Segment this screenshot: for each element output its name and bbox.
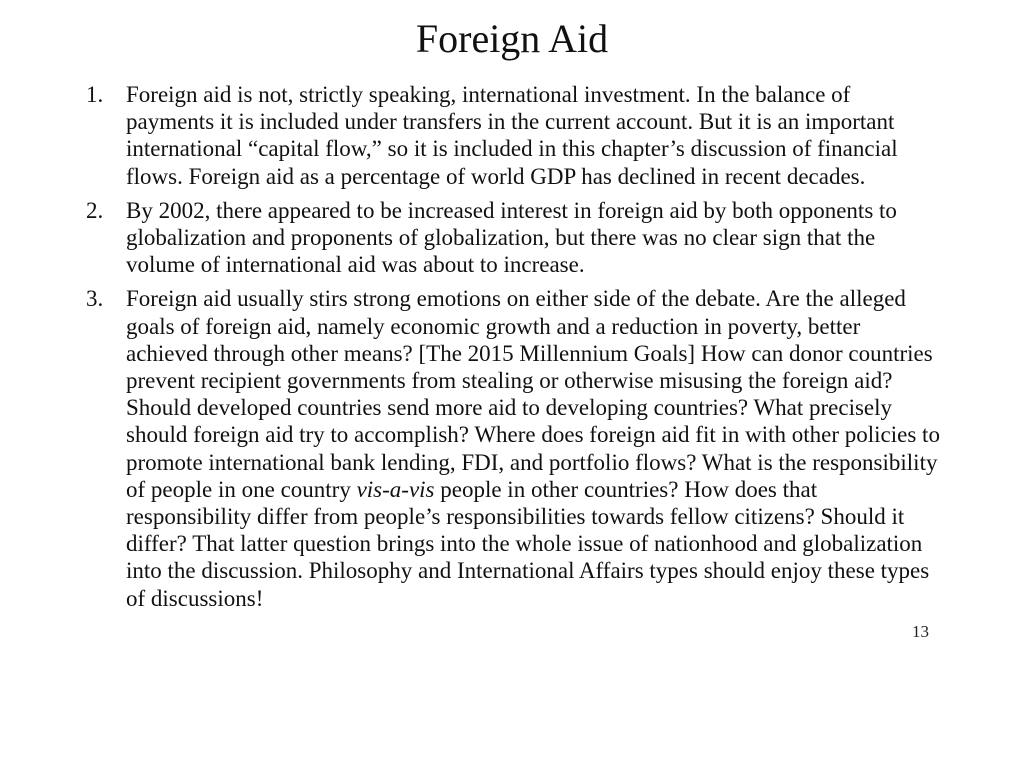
list-item-text-part: Foreign aid usually stirs strong emotions on either side of the debate. Are the alleged goals of foreign aid, namely economic growth and a reduction in poverty, better achieved through other means? [The 2015 Millennium Goals] How can donor countries prevent recipient governments from stealing or otherwise misusing the foreign aid? Should developed countries send more aid to developing countries? What precisely should foreign aid try to accomplish? Where does foreign aid fit in with other policies to promote international bank lending, FDI, and portfolio flows? What is the responsibility of people in one country: [126, 286, 940, 502]
list-item-text: Foreign aid is not, strictly speaking, international investment. In the balance of payments it is included under transfers in the current account. But it is an important international “capital flow,” so it is included in this chapter’s discussion of financial flows. Foreign aid as a percentage of world GDP has declined in recent decades.: [126, 82, 898, 189]
list-item-text: By 2002, there appeared to be increased interest in foreign aid by both opponents to globalization and proponents of globalization, but there was no clear sign that the volume of international aid was about to increase.: [126, 197, 897, 278]
list-item-number: 2.: [86, 197, 104, 223]
slide-title: Foreign Aid: [415, 16, 609, 61]
list-item: [86, 285, 942, 611]
bullet-list: [86, 81, 942, 619]
list-item-number: 3.: [86, 286, 104, 312]
list-item-number: 1.: [86, 82, 104, 107]
list-item: [86, 197, 942, 279]
list-item-text: [126, 286, 940, 610]
list-item: [86, 81, 942, 190]
italic-phrase: vis-a-vis: [356, 476, 435, 502]
list-item-text-part: people in other countries? How does that responsibility differ from people’s responsibilities towards fellow citizens? Should it differ? That latter question brings into the whole issue of nationhood and globalization into the discussion. Philosophy and International Affairs types should enjoy these types of discussions!: [126, 476, 930, 611]
slide-number: 13: [912, 622, 929, 641]
